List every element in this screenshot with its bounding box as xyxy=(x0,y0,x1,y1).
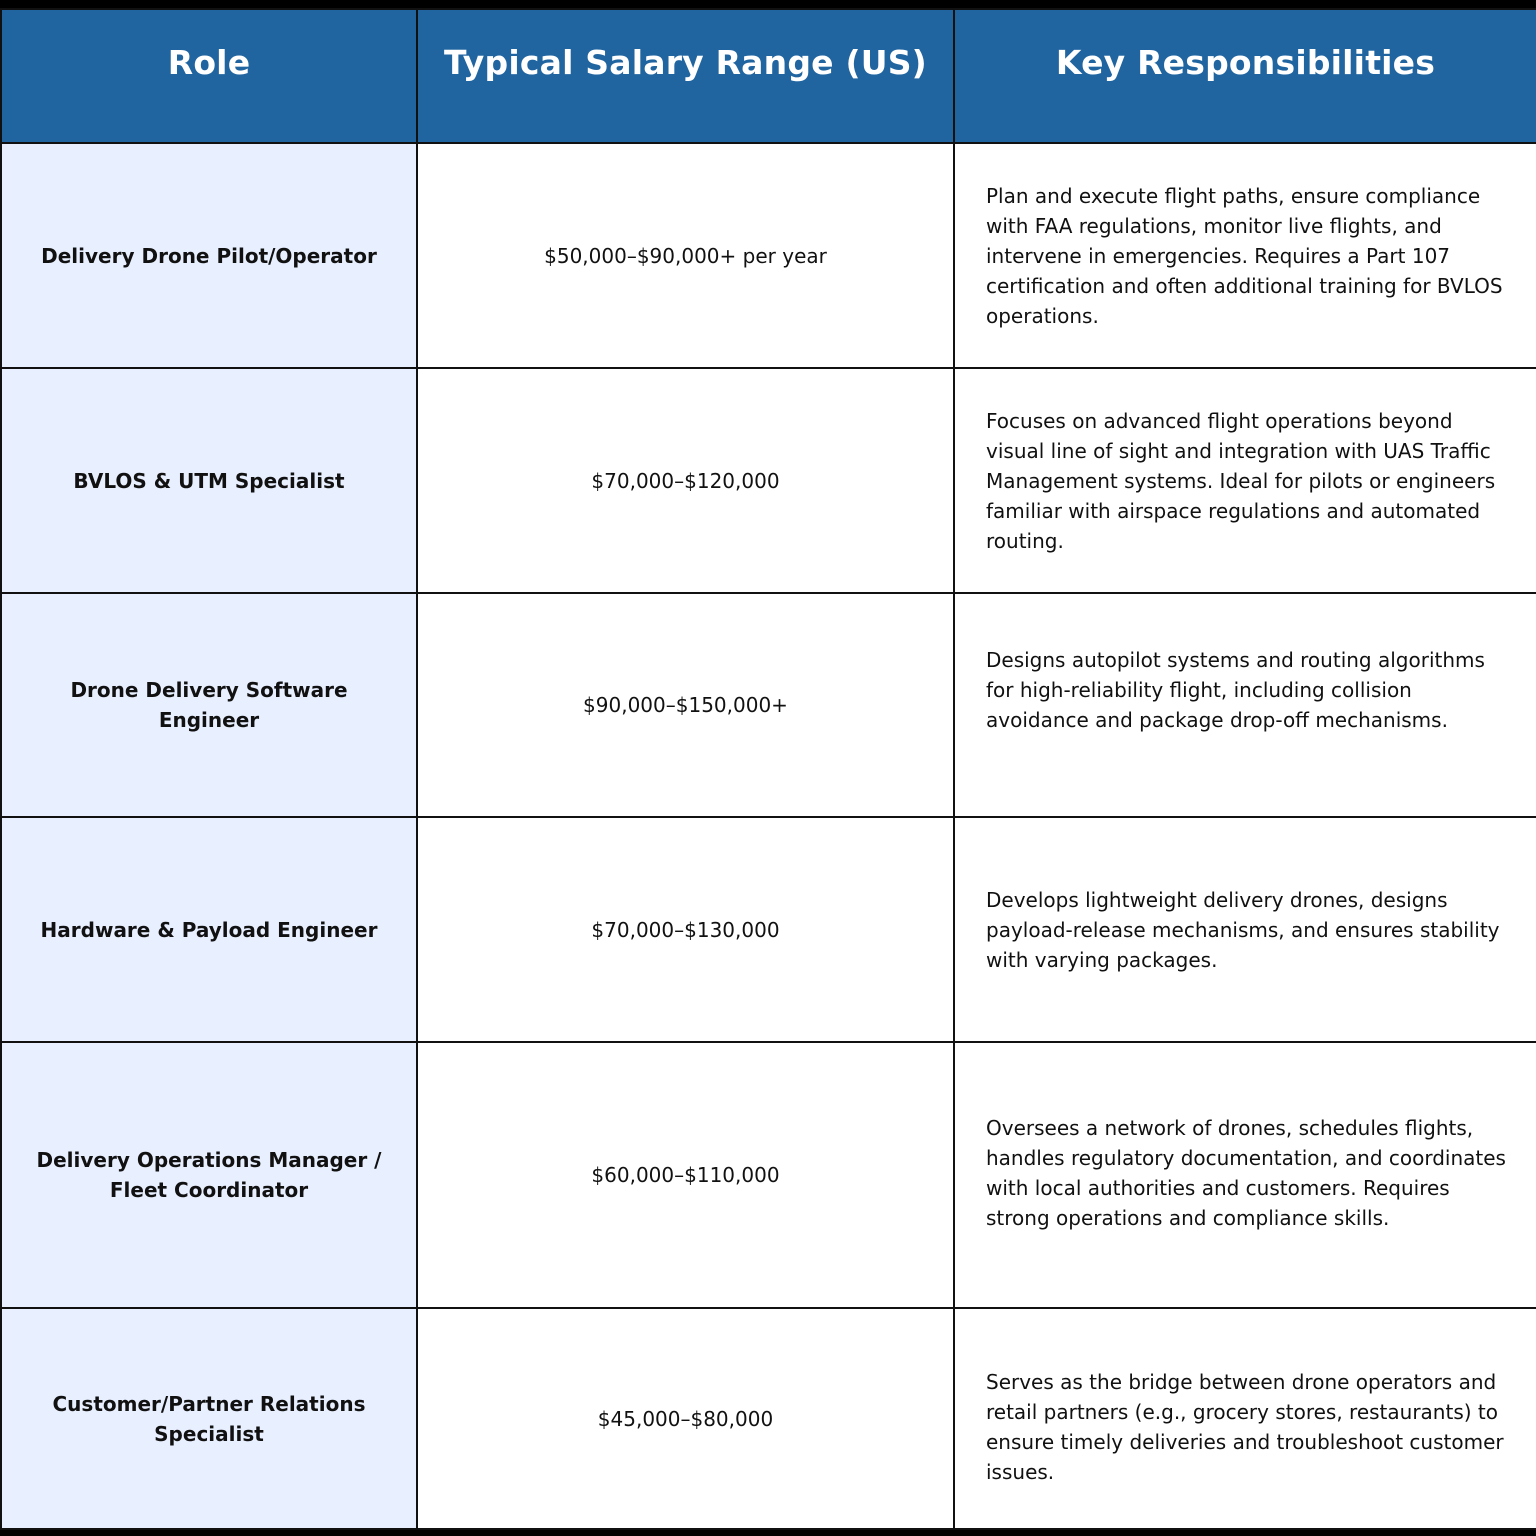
responsibilities-text: Designs autopilot systems and routing algorithms for high-reliability flight, including collision avoidance and package drop-off mechanisms. xyxy=(986,648,1485,732)
header-salary: Typical Salary Range (US) xyxy=(417,9,954,143)
header-responsibilities: Key Responsibilities xyxy=(954,9,1536,143)
role-cell: Drone Delivery Software Engineer xyxy=(1,593,417,817)
role-cell: Customer/Partner Relations Specialist xyxy=(1,1308,417,1529)
responsibilities-cell xyxy=(954,593,1536,817)
responsibilities-text: Focuses on advanced flight operations beyond visual line of sight and integration with UAS Traffic Management systems. Ideal for pilots or engineers familiar with airspace regulations and automated routing. xyxy=(986,408,1496,553)
role-cell: BVLOS & UTM Specialist xyxy=(1,368,417,593)
table-row xyxy=(1,817,1536,1042)
header-role: Role xyxy=(1,9,417,143)
salary-cell: $45,000–$80,000 xyxy=(417,1308,954,1529)
salary-table xyxy=(0,8,1536,1530)
table-row xyxy=(1,1042,1536,1308)
responsibilities-text: Plan and execute flight paths, ensure compliance with FAA regulations, monitor live flights, and intervene in emergencies. Requires a Part 107 certification and often additional training for BVLOS operations. xyxy=(986,183,1503,328)
table-row xyxy=(1,1308,1536,1529)
responsibilities-cell xyxy=(954,368,1536,593)
salary-cell: $50,000–$90,000+ per year xyxy=(417,143,954,368)
responsibilities-cell xyxy=(954,1308,1536,1529)
role-cell: Hardware & Payload Engineer xyxy=(1,817,417,1042)
responsibilities-text: Oversees a network of drones, schedules flights, handles regulatory documentation, and coordinates with local authorities and customers. Requires strong operations and compliance skills. xyxy=(986,1116,1506,1230)
header-row xyxy=(1,9,1536,143)
responsibilities-text: Develops lightweight delivery drones, designs payload-release mechanisms, and ensures stability with varying packages. xyxy=(986,887,1500,972)
salary-cell: $70,000–$120,000 xyxy=(417,368,954,593)
responsibilities-cell xyxy=(954,1042,1536,1308)
table-row xyxy=(1,143,1536,368)
responsibilities-cell xyxy=(954,817,1536,1042)
role-cell: Delivery Operations Manager / Fleet Coordinator xyxy=(1,1042,417,1308)
responsibilities-cell xyxy=(954,143,1536,368)
salary-cell: $70,000–$130,000 xyxy=(417,817,954,1042)
responsibilities-text: Serves as the bridge between drone operators and retail partners (e.g., grocery stores, restaurants) to ensure timely deliveries and troubleshoot customer issues. xyxy=(986,1369,1504,1484)
table-row xyxy=(1,368,1536,593)
salary-cell: $60,000–$110,000 xyxy=(417,1042,954,1308)
table-row xyxy=(1,593,1536,817)
salary-cell: $90,000–$150,000+ xyxy=(417,593,954,817)
role-cell: Delivery Drone Pilot/Operator xyxy=(1,143,417,368)
